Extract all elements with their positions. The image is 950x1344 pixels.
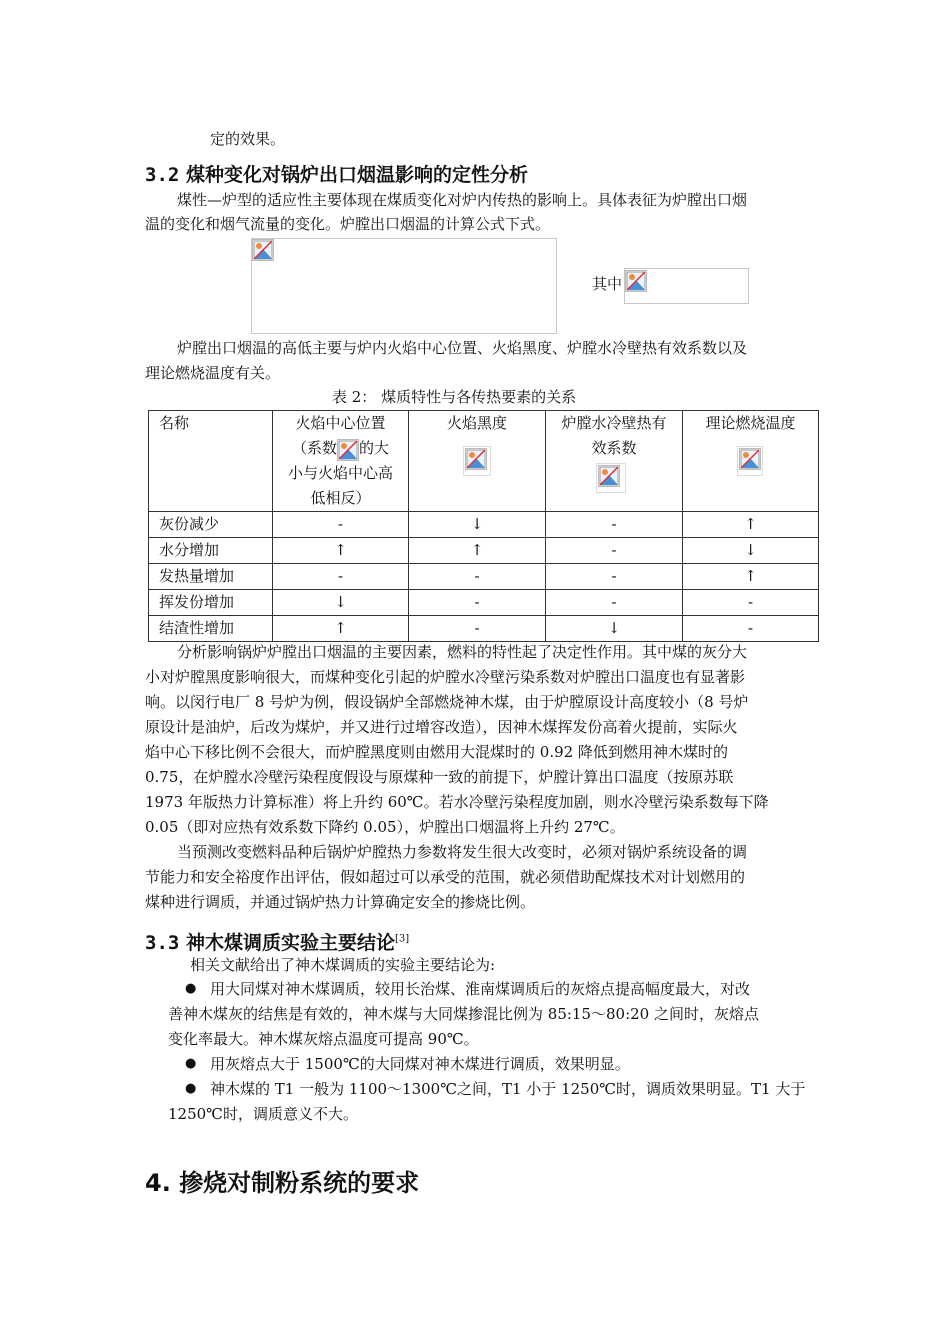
broken-image-icon	[252, 239, 274, 261]
cell: ↓	[409, 512, 546, 538]
row-name: 挥发份增加	[149, 590, 273, 616]
paragraph-line: 节能力和安全裕度作出评估，假如超过可以承受的范围，就必须借助配煤技术对计划燃用的	[145, 868, 746, 886]
table-row	[149, 512, 819, 538]
table-row	[149, 590, 819, 616]
symbol-image	[737, 446, 763, 476]
header-name: 名称	[149, 411, 273, 512]
section-title: 掺烧对制粉系统的要求	[179, 1169, 420, 1197]
paragraph-line: 煤种进行调质，并通过锅炉热力计算确定安全的掺烧比例。	[145, 893, 536, 911]
bullet-text: 神木煤的 T1 一般为 1100～1300℃之间，T1 小于 1250℃时，调质效果明显。T1 大于	[210, 1080, 806, 1098]
symbol-image	[596, 463, 626, 493]
header-line: 理论燃烧温度	[705, 414, 796, 432]
paragraph-line: 响。以闵行电厂 8 号炉为例，假设锅炉全部燃烧神木煤，由于炉膛原设计高度较小（8 号炉	[145, 693, 749, 711]
cell: -	[273, 512, 409, 538]
section-number: 3.2	[145, 164, 180, 186]
paragraph-line: 1973 年版热力计算标准）将上升约 60℃。若水冷壁污染程度加剧，则水冷壁污染系数每下降	[145, 793, 769, 811]
bullet-text: 用灰熔点大于 1500℃的大同煤对神木煤进行调质，效果明显。	[210, 1055, 630, 1073]
broken-image-icon	[465, 448, 487, 470]
table-row	[149, 616, 819, 642]
paragraph-line: 炉膛出口烟温的高低主要与炉内火焰中心位置、火焰黑度、炉膛水冷壁热有效系数以及	[177, 339, 748, 357]
header-line: 效系数	[591, 439, 637, 457]
cell: -	[409, 564, 546, 590]
cell: -	[546, 590, 683, 616]
section-3-3-heading	[145, 928, 409, 955]
symbol-cell	[546, 461, 682, 495]
table-header-row	[149, 411, 819, 512]
symbol-cell	[409, 436, 545, 470]
cell: ↓	[546, 616, 683, 642]
paragraph-line: 0.05（即对应热有效系数下降约 0.05），炉膛出口烟温将上升约 27℃。	[145, 818, 625, 836]
section-3-2-heading	[145, 160, 528, 187]
cell: ↑	[409, 538, 546, 564]
bullet-text: 1250℃时，调质意义不大。	[168, 1105, 358, 1123]
cell: ↓	[273, 590, 409, 616]
header-line: 低相反）	[310, 489, 371, 507]
cell: -	[409, 590, 546, 616]
cell: -	[683, 616, 819, 642]
cell: -	[409, 616, 546, 642]
table-row	[149, 538, 819, 564]
header-line	[273, 436, 408, 461]
header-text: （系数	[291, 439, 337, 457]
header-line: 炉膛水冷壁热有	[561, 414, 667, 432]
row-name: 灰份减少	[149, 512, 273, 538]
header-flame-center	[273, 411, 409, 512]
paragraph-line: 小对炉膛黑度影响很大，而煤种变化引起的炉膛水冷壁污染系数对炉膛出口温度也有显著影	[145, 668, 746, 686]
header-line: 火焰黑度	[446, 414, 507, 432]
paragraph-line: 原设计是油炉，后改为煤炉，并又进行过增容改造），因神木煤挥发份高着火提前，实际火	[145, 718, 738, 736]
paragraph-line: 理论燃烧温度有关。	[145, 364, 281, 382]
header-flame-emissivity	[409, 411, 546, 512]
bullet-text: 善神木煤灰的结焦是有效的，神木煤与大同煤掺混比例为 85:15～80:20 之间时，灰熔点	[168, 1005, 759, 1023]
paragraph-line: 温的变化和烟气流量的变化。炉膛出口烟温的计算公式下式。	[145, 215, 551, 233]
header-combustion-temp	[683, 411, 819, 512]
paragraph-line: 当预测改变燃料品种后锅炉炉膛热力参数将发生很大改变时，必须对锅炉系统设备的调	[177, 843, 748, 861]
continuation-text: 定的效果。	[210, 130, 286, 148]
section-4-heading	[145, 1163, 419, 1198]
symbol-image	[463, 446, 491, 476]
cell: -	[683, 590, 819, 616]
header-wall-coefficient	[546, 411, 683, 512]
paragraph-line: 煤性—炉型的适应性主要体现在煤质变化对炉内传热的影响上。具体表征为炉膛出口烟	[177, 191, 748, 209]
broken-image-icon	[598, 465, 620, 487]
row-name: 结渣性增加	[149, 616, 273, 642]
section-number: 4.	[145, 1169, 171, 1197]
section-title: 神木煤调质实验主要结论	[185, 932, 395, 954]
broken-image-icon	[625, 270, 647, 292]
section-number: 3.3	[145, 932, 180, 954]
heat-transfer-table	[148, 410, 819, 642]
bullet-text: 用大同煤对神木煤调质，较用长治煤、淮南煤调质后的灰熔点提高幅度最大，对改	[210, 980, 751, 998]
broken-image-icon	[337, 439, 359, 461]
paragraph-line: 焰中心下移比例不会很大，而炉膛黑度则由燃用大混煤时的 0.92 降低到燃用神木煤时的	[145, 743, 728, 761]
cell: ↑	[683, 564, 819, 590]
paragraph-line: 分析影响锅炉炉膛出口烟温的主要因素，燃料的特性起了决定性作用。其中煤的灰分大	[177, 643, 748, 661]
cell: ↑	[273, 616, 409, 642]
broken-image-icon	[739, 448, 761, 470]
cell: ↑	[273, 538, 409, 564]
row-name: 发热量增加	[149, 564, 273, 590]
header-line: 小与火焰中心高	[287, 464, 393, 482]
row-name: 水分增加	[149, 538, 273, 564]
cell: -	[546, 538, 683, 564]
formula-image	[251, 238, 557, 334]
cell: ↑	[683, 512, 819, 538]
cell: ↓	[683, 538, 819, 564]
bullet-icon: ●	[185, 981, 197, 996]
bullet-icon: ●	[185, 1056, 197, 1071]
section-title: 煤种变化对锅炉出口烟温影响的定性分析	[185, 164, 528, 186]
table-caption: 表 2： 煤质特性与各传热要素的关系	[332, 388, 577, 406]
table-row	[149, 564, 819, 590]
intro-text: 相关文献给出了神木煤调质的实验主要结论为:	[190, 956, 496, 974]
where-label: 其中	[592, 275, 623, 293]
cell: -	[546, 564, 683, 590]
reference-superscript: [3]	[394, 933, 410, 945]
header-line: 火焰中心位置	[295, 414, 386, 432]
header-text: 的大	[359, 439, 390, 457]
symbol-cell	[683, 436, 818, 470]
coefficient-image	[337, 439, 359, 459]
cell: -	[273, 564, 409, 590]
bullet-text: 变化率最大。神木煤灰熔点温度可提高 90℃。	[168, 1030, 479, 1048]
bullet-icon: ●	[185, 1081, 197, 1096]
paragraph-line: 0.75，在炉膛水冷壁污染程度假设与原煤种一致的前提下，炉膛计算出口温度（按原苏联	[145, 768, 734, 786]
cell: -	[546, 512, 683, 538]
symbol-image	[624, 268, 749, 304]
